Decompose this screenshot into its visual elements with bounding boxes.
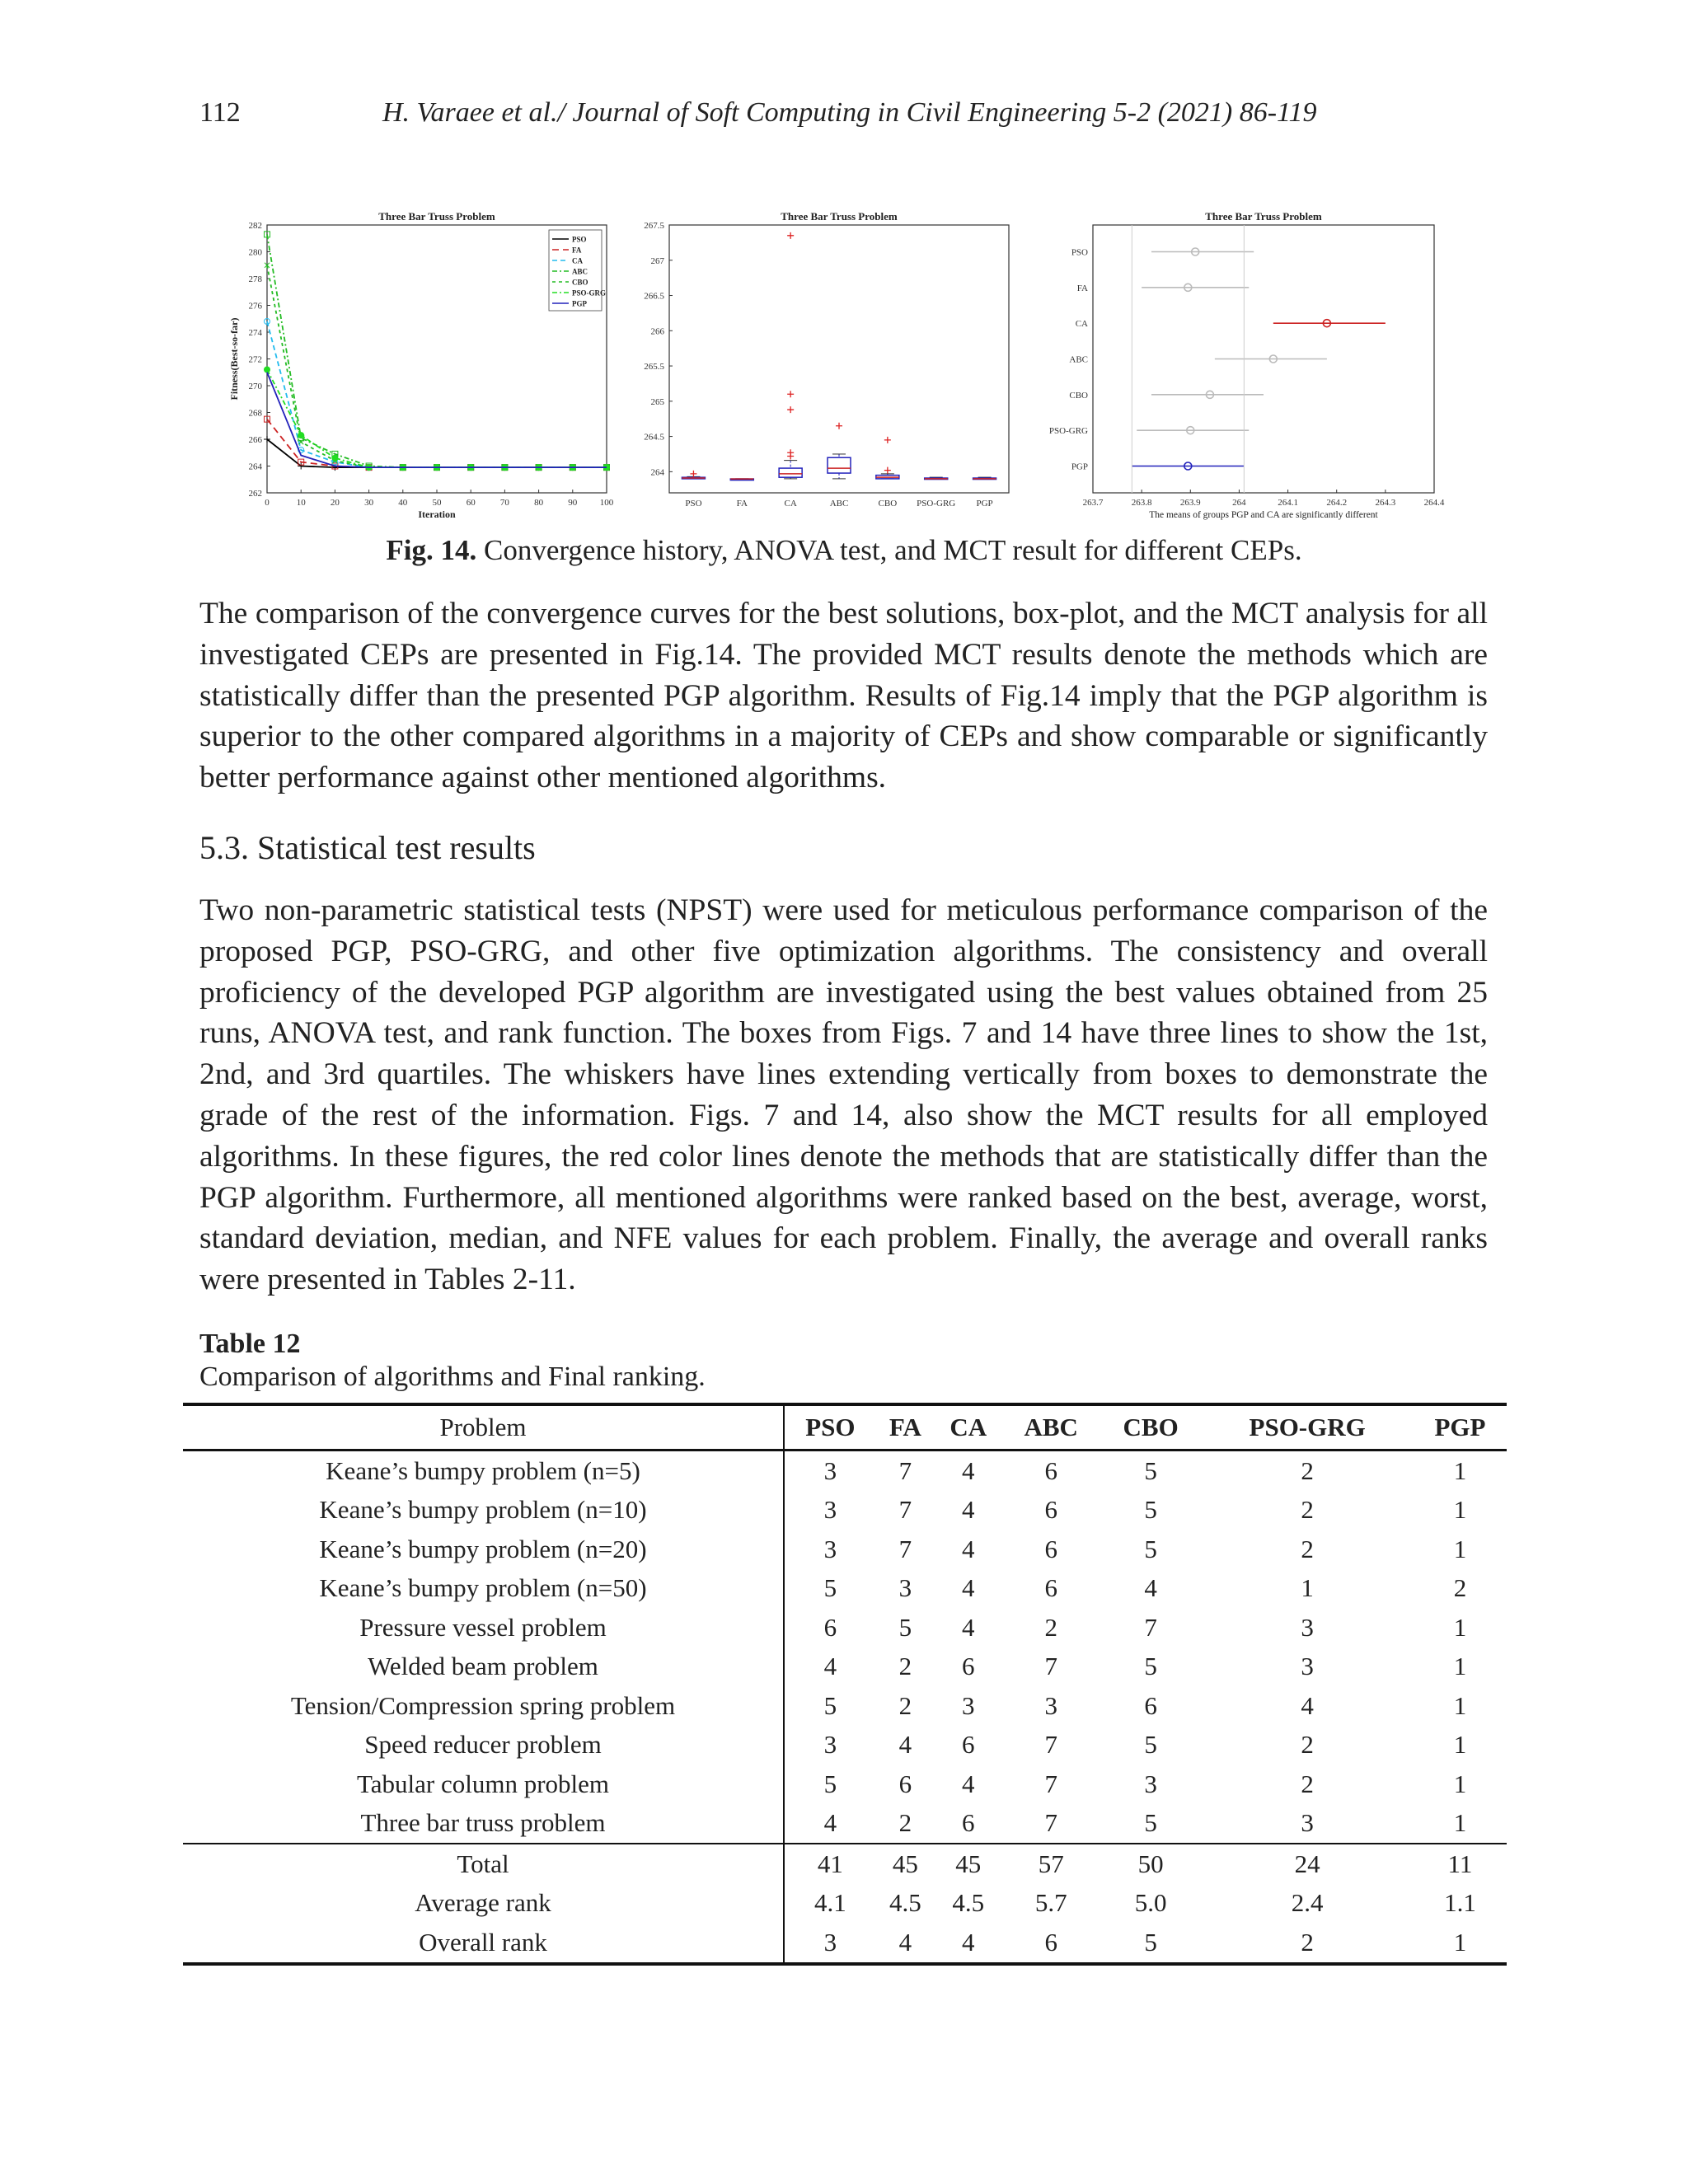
rank-cell: 4 xyxy=(1144,1573,1157,1603)
x-tick-label: PSO-GRG xyxy=(917,499,956,509)
rank-cell: 1 xyxy=(1453,1808,1467,1838)
rank-cell: 4 xyxy=(823,1652,837,1681)
rank-cell: 4 xyxy=(961,1455,975,1485)
rank-cell: 4 xyxy=(961,1495,975,1525)
y-tick-label: 264 xyxy=(650,467,664,478)
legend-label: CA xyxy=(572,256,583,265)
table-row xyxy=(183,1491,1507,1530)
legend-label: PGP xyxy=(572,299,587,308)
problem-cell: Three bar truss problem xyxy=(183,1804,784,1844)
x-tick-label: 264.1 xyxy=(1278,498,1298,508)
rank-cell: 5 xyxy=(1144,1808,1157,1838)
rank-cell: 6 xyxy=(823,1612,837,1642)
x-tick-label: 264.4 xyxy=(1423,498,1445,508)
y-axis-label: Fitness(Best-so-far) xyxy=(228,317,240,401)
page-number: 112 xyxy=(199,97,241,128)
rank-cell: 2 xyxy=(1301,1769,1314,1798)
x-tick-label: ABC xyxy=(829,499,849,509)
x-tick-label: 80 xyxy=(534,498,544,508)
x-tick-label: 30 xyxy=(364,498,374,508)
x-tick-label: 90 xyxy=(568,498,578,508)
section-title: 5.3. Statistical test results xyxy=(199,829,536,866)
problem-cell: Keane’s bumpy problem (n=10) xyxy=(183,1491,784,1530)
rank-cell: 1 xyxy=(1453,1495,1467,1525)
rank-cell: 3 xyxy=(784,1923,876,1964)
table-row xyxy=(183,1686,1507,1726)
table-label: Table 12 xyxy=(199,1329,301,1359)
x-tick-label: PGP xyxy=(976,499,993,509)
rank-cell: 7 xyxy=(1044,1808,1057,1838)
journal-citation: H. Varaee et al./ Journal of Soft Computing in Civil Engineering 5-2 (2021) 86-119 xyxy=(382,97,1317,128)
rank-cell: 7 xyxy=(1144,1612,1157,1642)
rank-cell: 3 xyxy=(1144,1769,1157,1798)
y-tick-label: 282 xyxy=(248,221,262,231)
x-tick-label: 264 xyxy=(1232,498,1246,508)
rank-cell: 3 xyxy=(1301,1808,1314,1838)
group-label: PSO-GRG xyxy=(1048,426,1088,437)
column-header-fa: FA xyxy=(876,1404,935,1451)
y-tick-label: 268 xyxy=(248,408,262,419)
rank-cell: 4.5 xyxy=(952,1888,985,1918)
anova-boxplot xyxy=(626,210,1022,536)
legend-label: FA xyxy=(572,246,582,255)
rank-cell: 7 xyxy=(898,1495,912,1525)
legend-label: PSO-GRG xyxy=(572,288,607,298)
group-label: PSO xyxy=(1071,247,1088,258)
x-tick-label: 50 xyxy=(432,498,442,508)
rank-cell: 1 xyxy=(1453,1652,1467,1681)
rank-cell: 6 xyxy=(961,1652,975,1681)
rank-cell: 7 xyxy=(898,1455,912,1485)
rank-cell: 5.0 xyxy=(1134,1888,1167,1918)
rank-cell: 1 xyxy=(1414,1923,1507,1964)
rank-cell: 3 xyxy=(823,1495,837,1525)
column-header-cbo: CBO xyxy=(1100,1404,1202,1451)
y-tick-label: 264.5 xyxy=(644,432,664,443)
y-tick-label: 265.5 xyxy=(644,362,664,373)
table-row xyxy=(183,1804,1507,1844)
y-tick-label: 262 xyxy=(248,489,262,499)
summary-row xyxy=(183,1844,1507,1884)
table-row xyxy=(183,1608,1507,1647)
rank-cell: 24 xyxy=(1201,1844,1414,1884)
x-tick-label: 20 xyxy=(330,498,340,508)
summary-row xyxy=(183,1884,1507,1924)
rank-cell: 3 xyxy=(898,1573,912,1603)
mct-chart-svg xyxy=(1040,210,1469,532)
rank-cell: 5 xyxy=(1144,1495,1157,1525)
x-axis-label: Iteration xyxy=(418,509,456,520)
rank-cell: 5 xyxy=(1144,1455,1157,1485)
chart-title: Three Bar Truss Problem xyxy=(781,210,898,223)
rank-cell: 1 xyxy=(1301,1573,1314,1603)
table-row xyxy=(183,1726,1507,1765)
problem-cell: Welded beam problem xyxy=(183,1647,784,1687)
anova-boxplot-svg xyxy=(626,210,1022,532)
rank-cell: 4 xyxy=(935,1923,1002,1964)
y-tick-label: 266 xyxy=(248,435,262,445)
problem-cell: Keane’s bumpy problem (n=5) xyxy=(183,1451,784,1491)
x-tick-label: 263.7 xyxy=(1082,498,1104,508)
rank-cell: 3 xyxy=(823,1730,837,1760)
rank-cell: 2 xyxy=(1044,1612,1057,1642)
table-row xyxy=(183,1765,1507,1804)
rank-cell: 3 xyxy=(823,1534,837,1563)
y-tick-label: 266 xyxy=(650,326,664,337)
group-label: PGP xyxy=(1071,462,1088,472)
convergence-chart-svg xyxy=(221,210,617,532)
rank-cell: 2 xyxy=(898,1808,912,1838)
problem-cell: Tabular column problem xyxy=(183,1765,784,1804)
rank-cell: 4 xyxy=(961,1534,975,1563)
x-tick-label: FA xyxy=(736,499,748,509)
group-label: ABC xyxy=(1069,354,1088,365)
column-header-pso: PSO xyxy=(784,1404,876,1451)
x-tick-label: PSO xyxy=(685,499,702,509)
x-tick-label: 264.2 xyxy=(1326,498,1348,508)
table-row xyxy=(183,1569,1507,1609)
chart-title: Three Bar Truss Problem xyxy=(378,210,495,223)
x-tick-label: 40 xyxy=(398,498,408,508)
rank-cell: 1 xyxy=(1453,1730,1467,1760)
legend-label: ABC xyxy=(572,267,588,276)
rank-cell: 1 xyxy=(1453,1534,1467,1563)
rank-cell: 4 xyxy=(961,1573,975,1603)
y-tick-label: 264 xyxy=(248,462,262,472)
rank-cell: 4 xyxy=(876,1923,935,1964)
x-tick-label: 10 xyxy=(296,498,306,508)
rank-cell: 5.7 xyxy=(1034,1888,1067,1918)
problem-cell: Keane’s bumpy problem (n=20) xyxy=(183,1530,784,1569)
rank-cell: 6 xyxy=(898,1769,912,1798)
x-tick-label: 100 xyxy=(599,498,614,508)
rank-cell: 4 xyxy=(898,1730,912,1760)
problem-cell: Overall rank xyxy=(183,1923,784,1964)
figure-caption xyxy=(0,534,1688,567)
group-label: FA xyxy=(1076,283,1088,293)
rank-cell: 2 xyxy=(1453,1573,1467,1603)
y-tick-label: 266.5 xyxy=(644,291,664,302)
data-point xyxy=(265,367,270,373)
column-header-ca: CA xyxy=(935,1404,1002,1451)
rank-cell: 6 xyxy=(961,1730,975,1760)
rank-cell: 45 xyxy=(935,1844,1002,1884)
rank-cell: 50 xyxy=(1100,1844,1202,1884)
table-caption: Comparison of algorithms and Final ranking. xyxy=(199,1361,706,1392)
data-point xyxy=(298,433,304,438)
column-header-pgp: PGP xyxy=(1414,1404,1507,1451)
rank-cell: 1 xyxy=(1453,1455,1467,1485)
y-tick-label: 272 xyxy=(248,354,262,365)
rank-cell: 5 xyxy=(1144,1652,1157,1681)
problem-cell: Keane’s bumpy problem (n=50) xyxy=(183,1569,784,1609)
plot-area xyxy=(669,225,1009,493)
rank-cell: 1 xyxy=(1453,1769,1467,1798)
chart-title: Three Bar Truss Problem xyxy=(1205,210,1322,223)
x-axis-label: The means of groups PGP and CA are significantly different xyxy=(1149,510,1378,520)
y-tick-label: 274 xyxy=(248,328,262,338)
y-tick-label: 280 xyxy=(248,247,262,258)
rank-cell: 2 xyxy=(1301,1534,1314,1563)
rank-cell: 41 xyxy=(784,1844,876,1884)
rank-cell: 3 xyxy=(823,1455,837,1485)
rank-cell: 6 xyxy=(1144,1690,1157,1720)
rank-cell: 3 xyxy=(1044,1690,1057,1720)
x-tick-label: 263.8 xyxy=(1131,498,1152,508)
rank-cell: 45 xyxy=(876,1844,935,1884)
column-header-abc: ABC xyxy=(1002,1404,1100,1451)
summary-row xyxy=(183,1923,1507,1964)
rank-cell: 2 xyxy=(1301,1495,1314,1525)
rank-cell: 4.1 xyxy=(814,1888,846,1918)
y-tick-label: 276 xyxy=(248,301,262,312)
rank-cell: 4 xyxy=(1301,1690,1314,1720)
rank-cell: 6 xyxy=(1044,1455,1057,1485)
rank-cell: 5 xyxy=(1100,1923,1202,1964)
rank-cell: 6 xyxy=(1044,1495,1057,1525)
column-header-pso-grg: PSO-GRG xyxy=(1201,1404,1414,1451)
rank-cell: 7 xyxy=(1044,1769,1057,1798)
convergence-chart xyxy=(221,210,617,536)
rank-cell: 4 xyxy=(961,1612,975,1642)
x-tick-label: 60 xyxy=(466,498,476,508)
table-row xyxy=(183,1530,1507,1569)
rank-cell: 3 xyxy=(961,1690,975,1720)
rank-cell: 1.1 xyxy=(1444,1888,1476,1918)
problem-cell: Pressure vessel problem xyxy=(183,1608,784,1647)
problem-cell: Average rank xyxy=(183,1884,784,1924)
rank-cell: 5 xyxy=(1144,1730,1157,1760)
figure-label: Fig. 14. xyxy=(386,534,477,566)
x-tick-label: 0 xyxy=(265,498,270,508)
legend-label: PSO xyxy=(572,235,587,244)
y-tick-label: 270 xyxy=(248,382,262,391)
group-label: CBO xyxy=(1069,390,1088,401)
rank-cell: 5 xyxy=(823,1769,837,1798)
column-header-problem: Problem xyxy=(183,1404,784,1451)
rank-cell: 6 xyxy=(1044,1534,1057,1563)
y-tick-label: 267 xyxy=(650,255,664,266)
rank-cell: 11 xyxy=(1414,1844,1507,1884)
rank-cell: 3 xyxy=(1301,1612,1314,1642)
rank-cell: 6 xyxy=(1002,1923,1100,1964)
x-tick-label: CBO xyxy=(878,499,898,509)
rank-cell: 2 xyxy=(1301,1455,1314,1485)
legend-label: CBO xyxy=(572,278,588,287)
rank-cell: 1 xyxy=(1453,1690,1467,1720)
paragraph-2: Two non-parametric statistical tests (NPST) were used for meticulous performance comparison of the proposed PGP, PSO-GRG, and other five optimization algorithms. The consistency and overall proficiency of the developed PGP algorithm are investigated using the best values obtained from 25 runs, ANOVA test, and rank function. The boxes from Figs. 7 and 14 have three lines to show the 1st, 2nd, and 3rd quartiles. The whiskers have lines extending vertically from boxes to demonstrate the grade of the rest of the information. Figs. 7 and 14, also show the MCT results for all employed algorithms. In these figures, the red color lines denote the methods that are statistically differ than the PGP algorithm. Furthermore, all mentioned algorithms were ranked based on the best, average, worst, standard deviation, median, and NFE values for each problem. Finally, the average and overall ranks were presented in Tables 2-11. xyxy=(199,893,1488,1297)
rank-cell: 5 xyxy=(1144,1534,1157,1563)
rank-cell: 7 xyxy=(1044,1730,1057,1760)
rank-cell: 4 xyxy=(823,1808,837,1838)
table-row xyxy=(183,1647,1507,1687)
rank-cell: 6 xyxy=(961,1808,975,1838)
figure-caption-text: Convergence history, ANOVA test, and MCT result for different CEPs. xyxy=(476,534,1302,566)
rank-cell: 5 xyxy=(898,1612,912,1642)
rank-cell: 4 xyxy=(961,1769,975,1798)
rank-cell: 57 xyxy=(1002,1844,1100,1884)
rank-cell: 2.4 xyxy=(1291,1888,1324,1918)
y-tick-label: 265 xyxy=(650,396,664,407)
rank-cell: 1 xyxy=(1453,1612,1467,1642)
problem-cell: Tension/Compression spring problem xyxy=(183,1686,784,1726)
group-label: CA xyxy=(1075,319,1088,330)
x-tick-label: 70 xyxy=(499,498,509,508)
rank-cell: 2 xyxy=(1201,1923,1414,1964)
rank-cell: 2 xyxy=(898,1652,912,1681)
rank-cell: 5 xyxy=(823,1573,837,1603)
paragraph-1: The comparison of the convergence curves for the best solutions, box-plot, and the MCT analysis for all investigated CEPs are presented in Fig.14. The provided MCT results denote the methods which are statistically differ than the presented PGP algorithm. Results of Fig.14 imply that the PGP algorithm is superior to the other compared algorithms in a majority of CEPs and show comparable or significantly better performance against other mentioned algorithms. xyxy=(199,597,1488,795)
data-point xyxy=(332,455,338,461)
y-tick-label: 267.5 xyxy=(644,221,664,231)
y-tick-label: 278 xyxy=(248,274,262,284)
rank-cell: 2 xyxy=(898,1690,912,1720)
mct-chart xyxy=(1040,210,1469,536)
table-header-row xyxy=(183,1404,1507,1451)
rank-cell: 7 xyxy=(1044,1652,1057,1681)
x-tick-label: 264.3 xyxy=(1375,498,1396,508)
rank-cell: 5 xyxy=(823,1690,837,1720)
problem-cell: Speed reducer problem xyxy=(183,1726,784,1765)
ranking-table xyxy=(183,1403,1507,1966)
rank-cell: 2 xyxy=(1301,1730,1314,1760)
rank-cell: 3 xyxy=(1301,1652,1314,1681)
table-row xyxy=(183,1451,1507,1491)
rank-cell: 4.5 xyxy=(889,1888,921,1918)
rank-cell: 6 xyxy=(1044,1573,1057,1603)
problem-cell: Total xyxy=(183,1844,784,1884)
rank-cell: 7 xyxy=(898,1534,912,1563)
x-tick-label: 263.9 xyxy=(1179,498,1201,508)
x-tick-label: CA xyxy=(784,499,797,509)
